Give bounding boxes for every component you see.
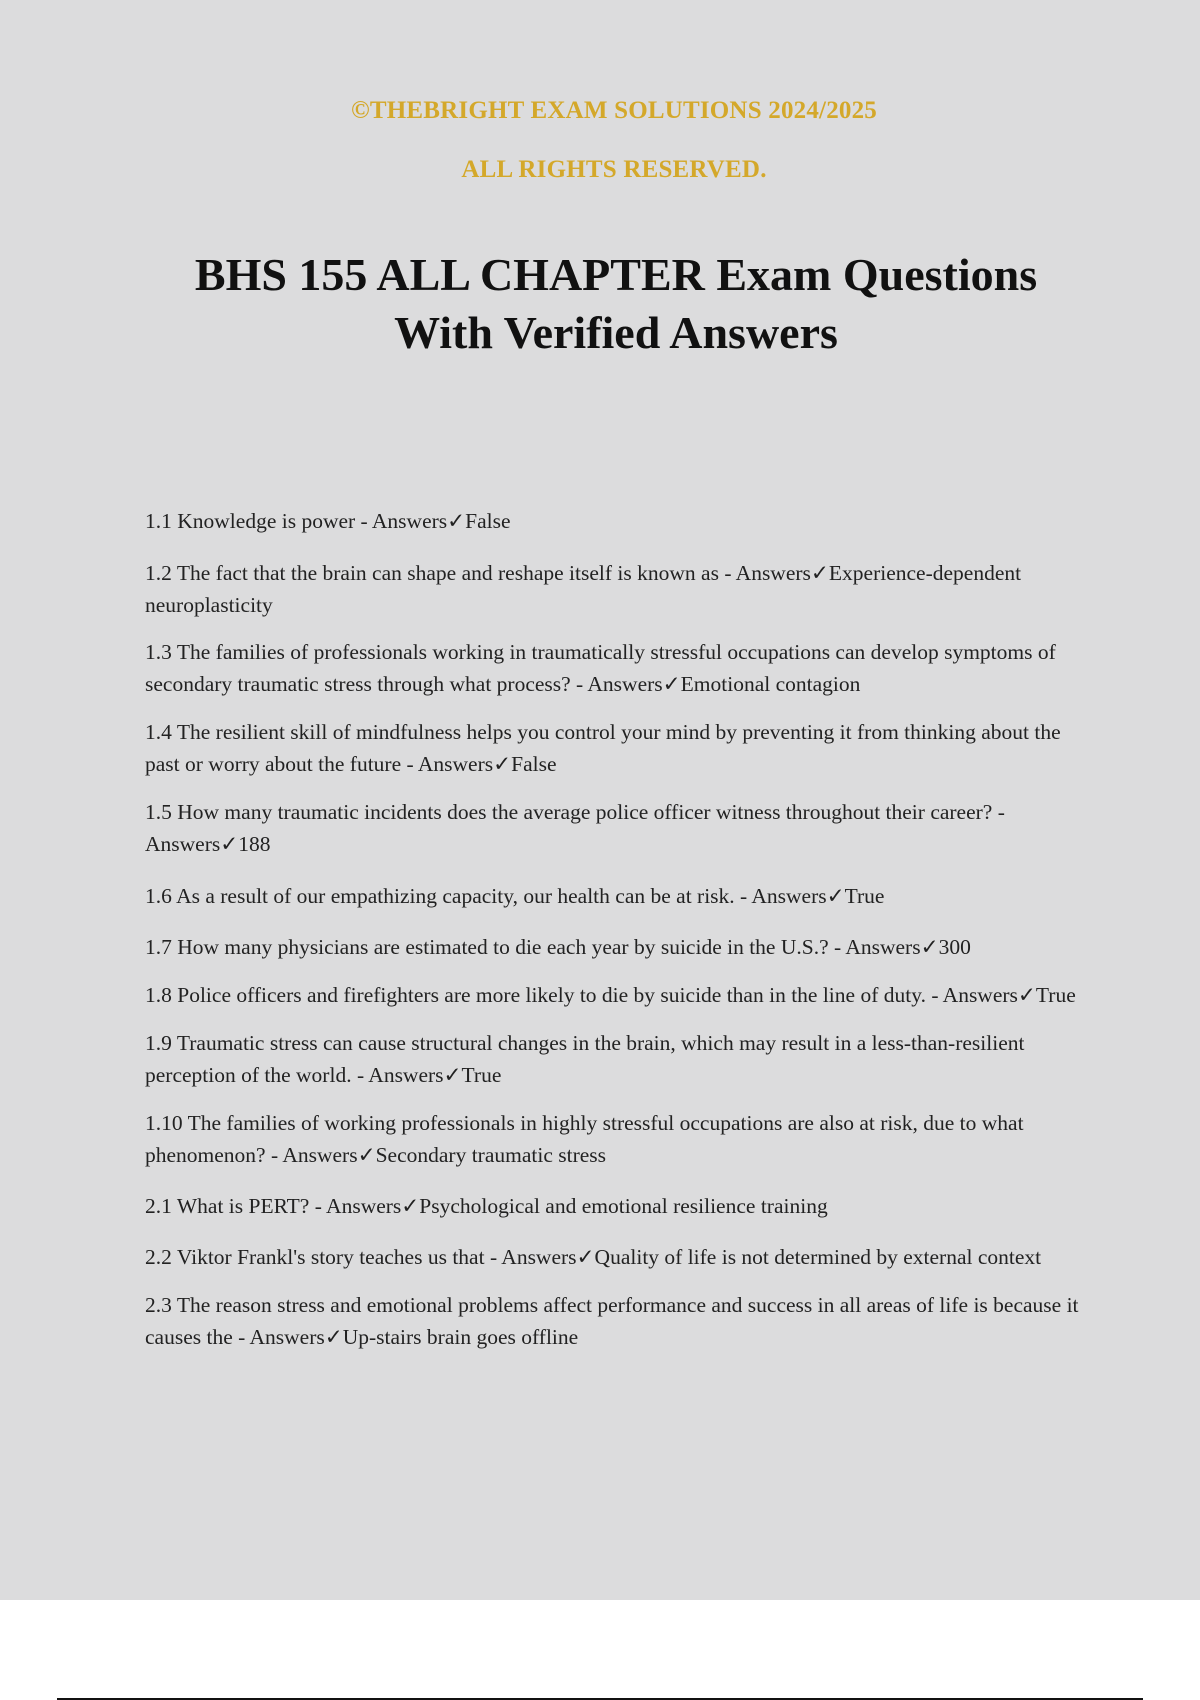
question-item: 1.6 As a result of our empathizing capacity, our health can be at risk. - Answers✓True [145, 884, 885, 908]
question-item: 1.9 Traumatic stress can cause structural changes in the brain, which may result in a less-than-resilient perception of the world. - Answers✓True [145, 1031, 1025, 1087]
question-item: 1.2 The fact that the brain can shape and reshape itself is known as - Answers✓Experience-dependent neuroplasticity [145, 561, 1022, 617]
question-item: 1.10 The families of working professionals in highly stressful occupations are also at risk, due to what phenomenon? - Answers✓Secondary traumatic stress [145, 1111, 1024, 1167]
question-item: 1.5 How many traumatic incidents does the average police officer witness throughout their career? - Answers✓188 [145, 800, 1005, 856]
copyright-line: ©THEBRIGHT EXAM SOLUTIONS 2024/2025 [350, 97, 877, 124]
document-title [16, 246, 1200, 362]
question-item: 1.1 Knowledge is power - Answers✓False [145, 509, 511, 533]
title-line-1: BHS 155 ALL CHAPTER Exam Questions [194, 249, 1038, 300]
title-line-2: With Verified Answers [394, 307, 838, 358]
question-item: 1.3 The families of professionals working in traumatically stressful occupations can develop symptoms of secondary traumatic stress through what process? - Answers✓Emotional contagion [145, 640, 1056, 696]
question-item: 1.4 The resilient skill of mindfulness helps you control your mind by preventing it from thinking about the past or worry about the future - Answers✓False [145, 720, 1061, 776]
question-item: 2.2 Viktor Frankl's story teaches us that - Answers✓Quality of life is not determined by external context [145, 1245, 1042, 1269]
rights-reserved-line: ALL RIGHTS RESERVED. [461, 156, 767, 183]
question-item: 1.7 How many physicians are estimated to die each year by suicide in the U.S.? - Answers✓300 [145, 935, 971, 959]
question-list [145, 505, 1090, 1353]
question-item: 2.3 The reason stress and emotional problems affect performance and success in all areas of life is because it causes the - Answers✓Up-stairs brain goes offline [145, 1293, 1079, 1349]
question-item: 1.8 Police officers and firefighters are more likely to die by suicide than in the line of duty. - Answers✓True [145, 983, 1076, 1007]
question-item: 2.1 What is PERT? - Answers✓Psychological and emotional resilience training [145, 1194, 828, 1218]
